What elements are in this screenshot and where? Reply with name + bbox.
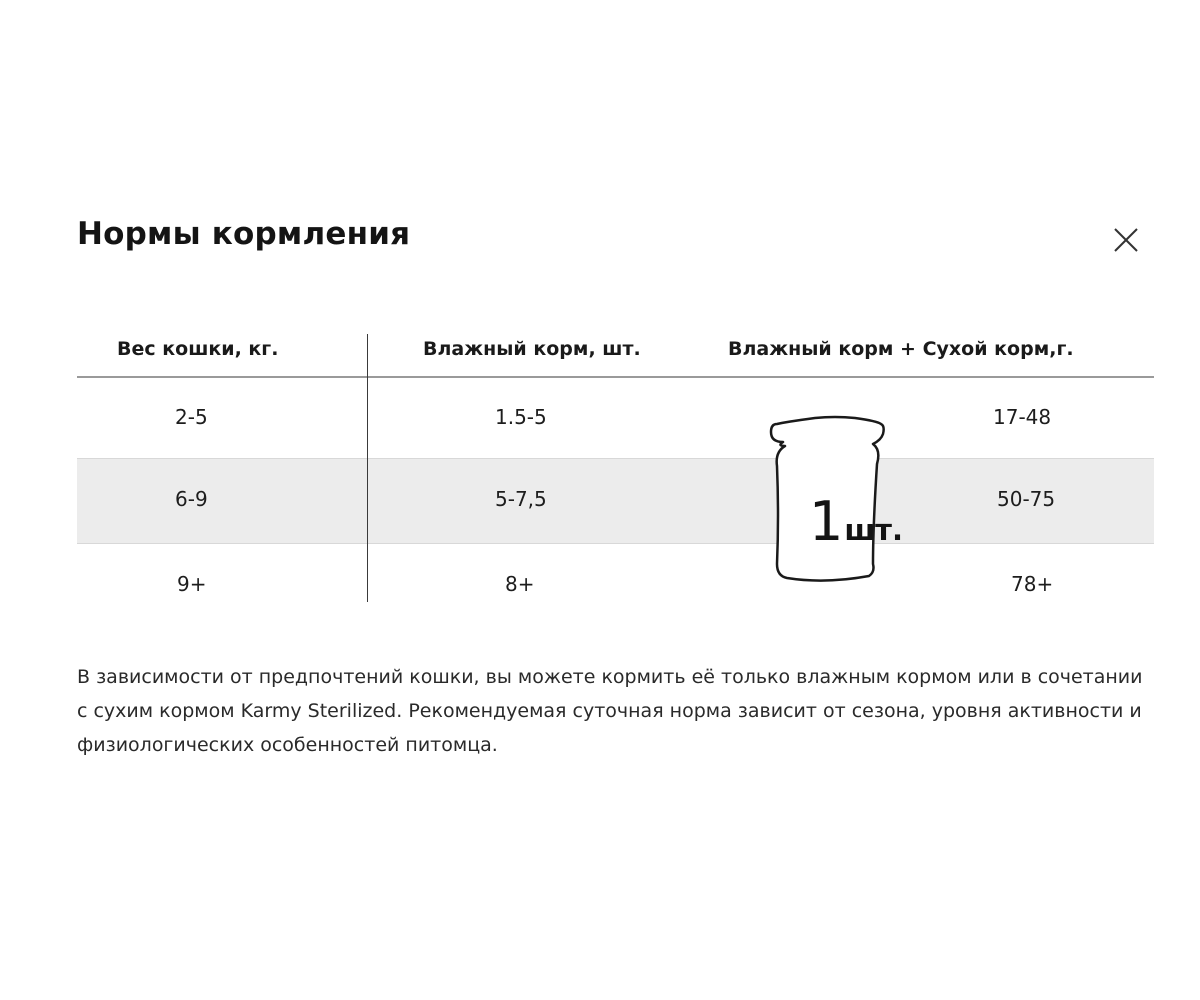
pouch-number: 1 <box>809 490 843 553</box>
description-text: В зависимости от предпочтений кошки, вы можете кормить её только влажным кормом или в сочетании с сухим кормом Karmy Sterilized. Рекомендуемая суточная норма зависит от сезона, уровня активности и физиологических особенностей питомца. <box>77 666 1143 756</box>
table-row <box>77 378 1154 462</box>
cell-wet-food: 5-7,5 <box>495 487 547 511</box>
header-wet-food: Влажный корм, шт. <box>423 338 641 360</box>
cell-wet-food: 8+ <box>505 572 535 596</box>
feeding-table <box>77 320 1154 605</box>
cell-weight: 2-5 <box>175 405 208 429</box>
table-header-row <box>77 320 1154 378</box>
cell-weight: 6-9 <box>175 487 208 511</box>
cell-mixed-food: 50-75 <box>997 487 1056 511</box>
cell-mixed-food: 17-48 <box>993 405 1052 429</box>
header-weight: Вес кошки, кг. <box>117 338 279 360</box>
modal-title: Нормы кормления <box>77 216 411 252</box>
pouch-unit: шт. <box>844 513 903 547</box>
column-divider <box>367 334 368 602</box>
close-button[interactable] <box>1108 222 1144 258</box>
pouch-quantity <box>809 490 903 553</box>
header-mixed-food: Влажный корм + Сухой корм,г. <box>728 338 1074 360</box>
table-row <box>77 544 1154 628</box>
close-icon <box>1108 222 1144 258</box>
cell-weight: 9+ <box>177 572 207 596</box>
pouch-badge <box>765 406 905 596</box>
cell-mixed-food: 78+ <box>1011 572 1054 596</box>
cell-wet-food: 1.5-5 <box>495 405 547 429</box>
table-row <box>77 458 1154 544</box>
